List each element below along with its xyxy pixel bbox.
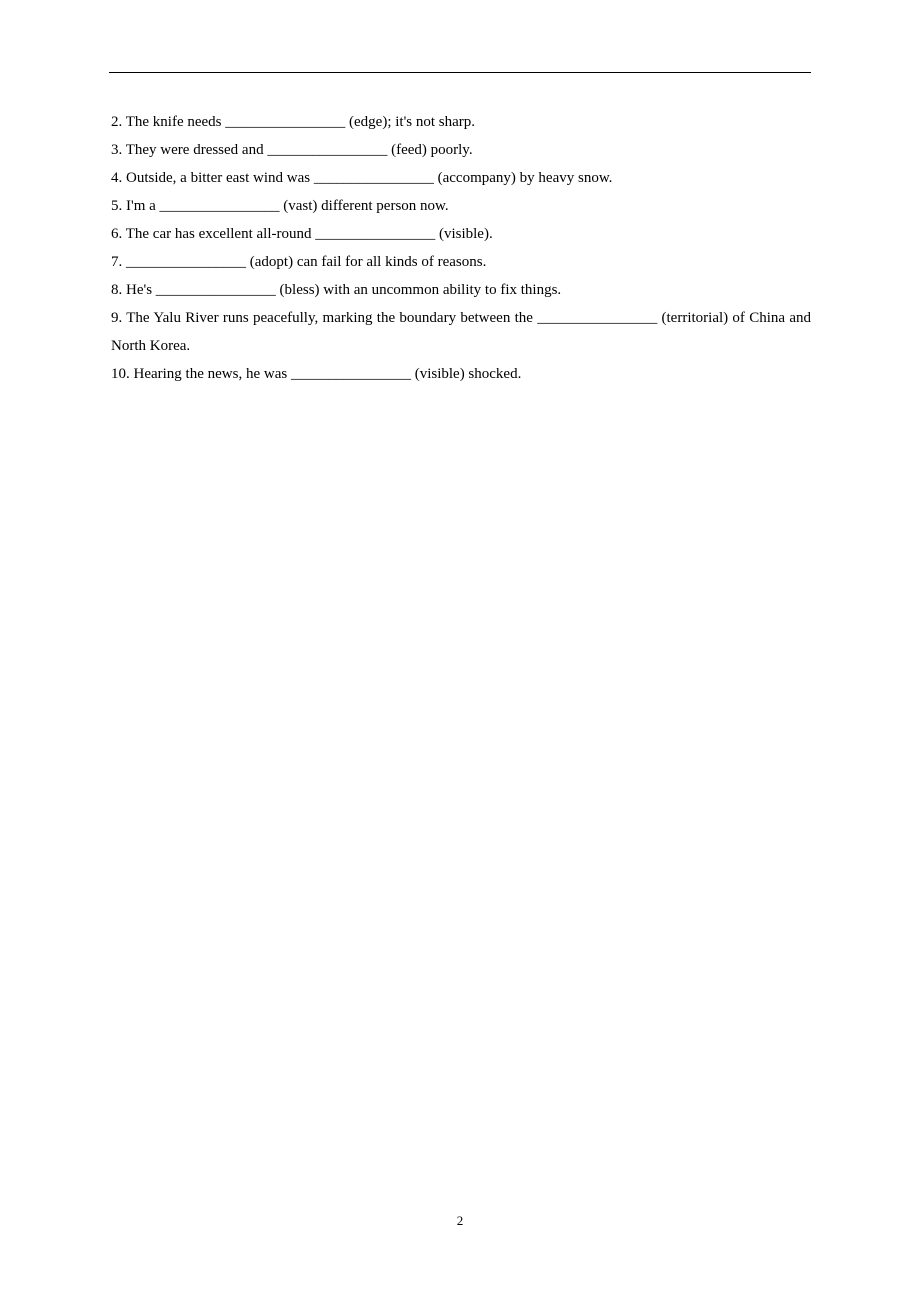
exercise-item-6: 6. The car has excellent all-round ________________ (visible). bbox=[111, 226, 493, 242]
header-rule bbox=[109, 72, 811, 73]
exercise-list bbox=[111, 108, 811, 388]
exercise-item-9: 9. The Yalu River runs peacefully, marking the boundary between the ________________ (territorial) of China and North Korea. bbox=[111, 310, 811, 354]
exercise-item-8: 8. He's ________________ (bless) with an uncommon ability to fix things. bbox=[111, 282, 562, 298]
page-number: 2 bbox=[456, 1213, 464, 1228]
exercise-item-5: 5. I'm a ________________ (vast) different person now. bbox=[111, 198, 449, 214]
exercise-item-4: 4. Outside, a bitter east wind was ________________ (accompany) by heavy snow. bbox=[111, 170, 613, 186]
exercise-item-7: 7. ________________ (adopt) can fail for all kinds of reasons. bbox=[111, 254, 487, 270]
exercise-item-10: 10. Hearing the news, he was ________________ (visible) shocked. bbox=[111, 366, 522, 382]
exercise-item-3: 3. They were dressed and ________________ (feed) poorly. bbox=[111, 142, 473, 158]
exercise-item-2: 2. The knife needs ________________ (edge); it's not sharp. bbox=[111, 114, 476, 130]
